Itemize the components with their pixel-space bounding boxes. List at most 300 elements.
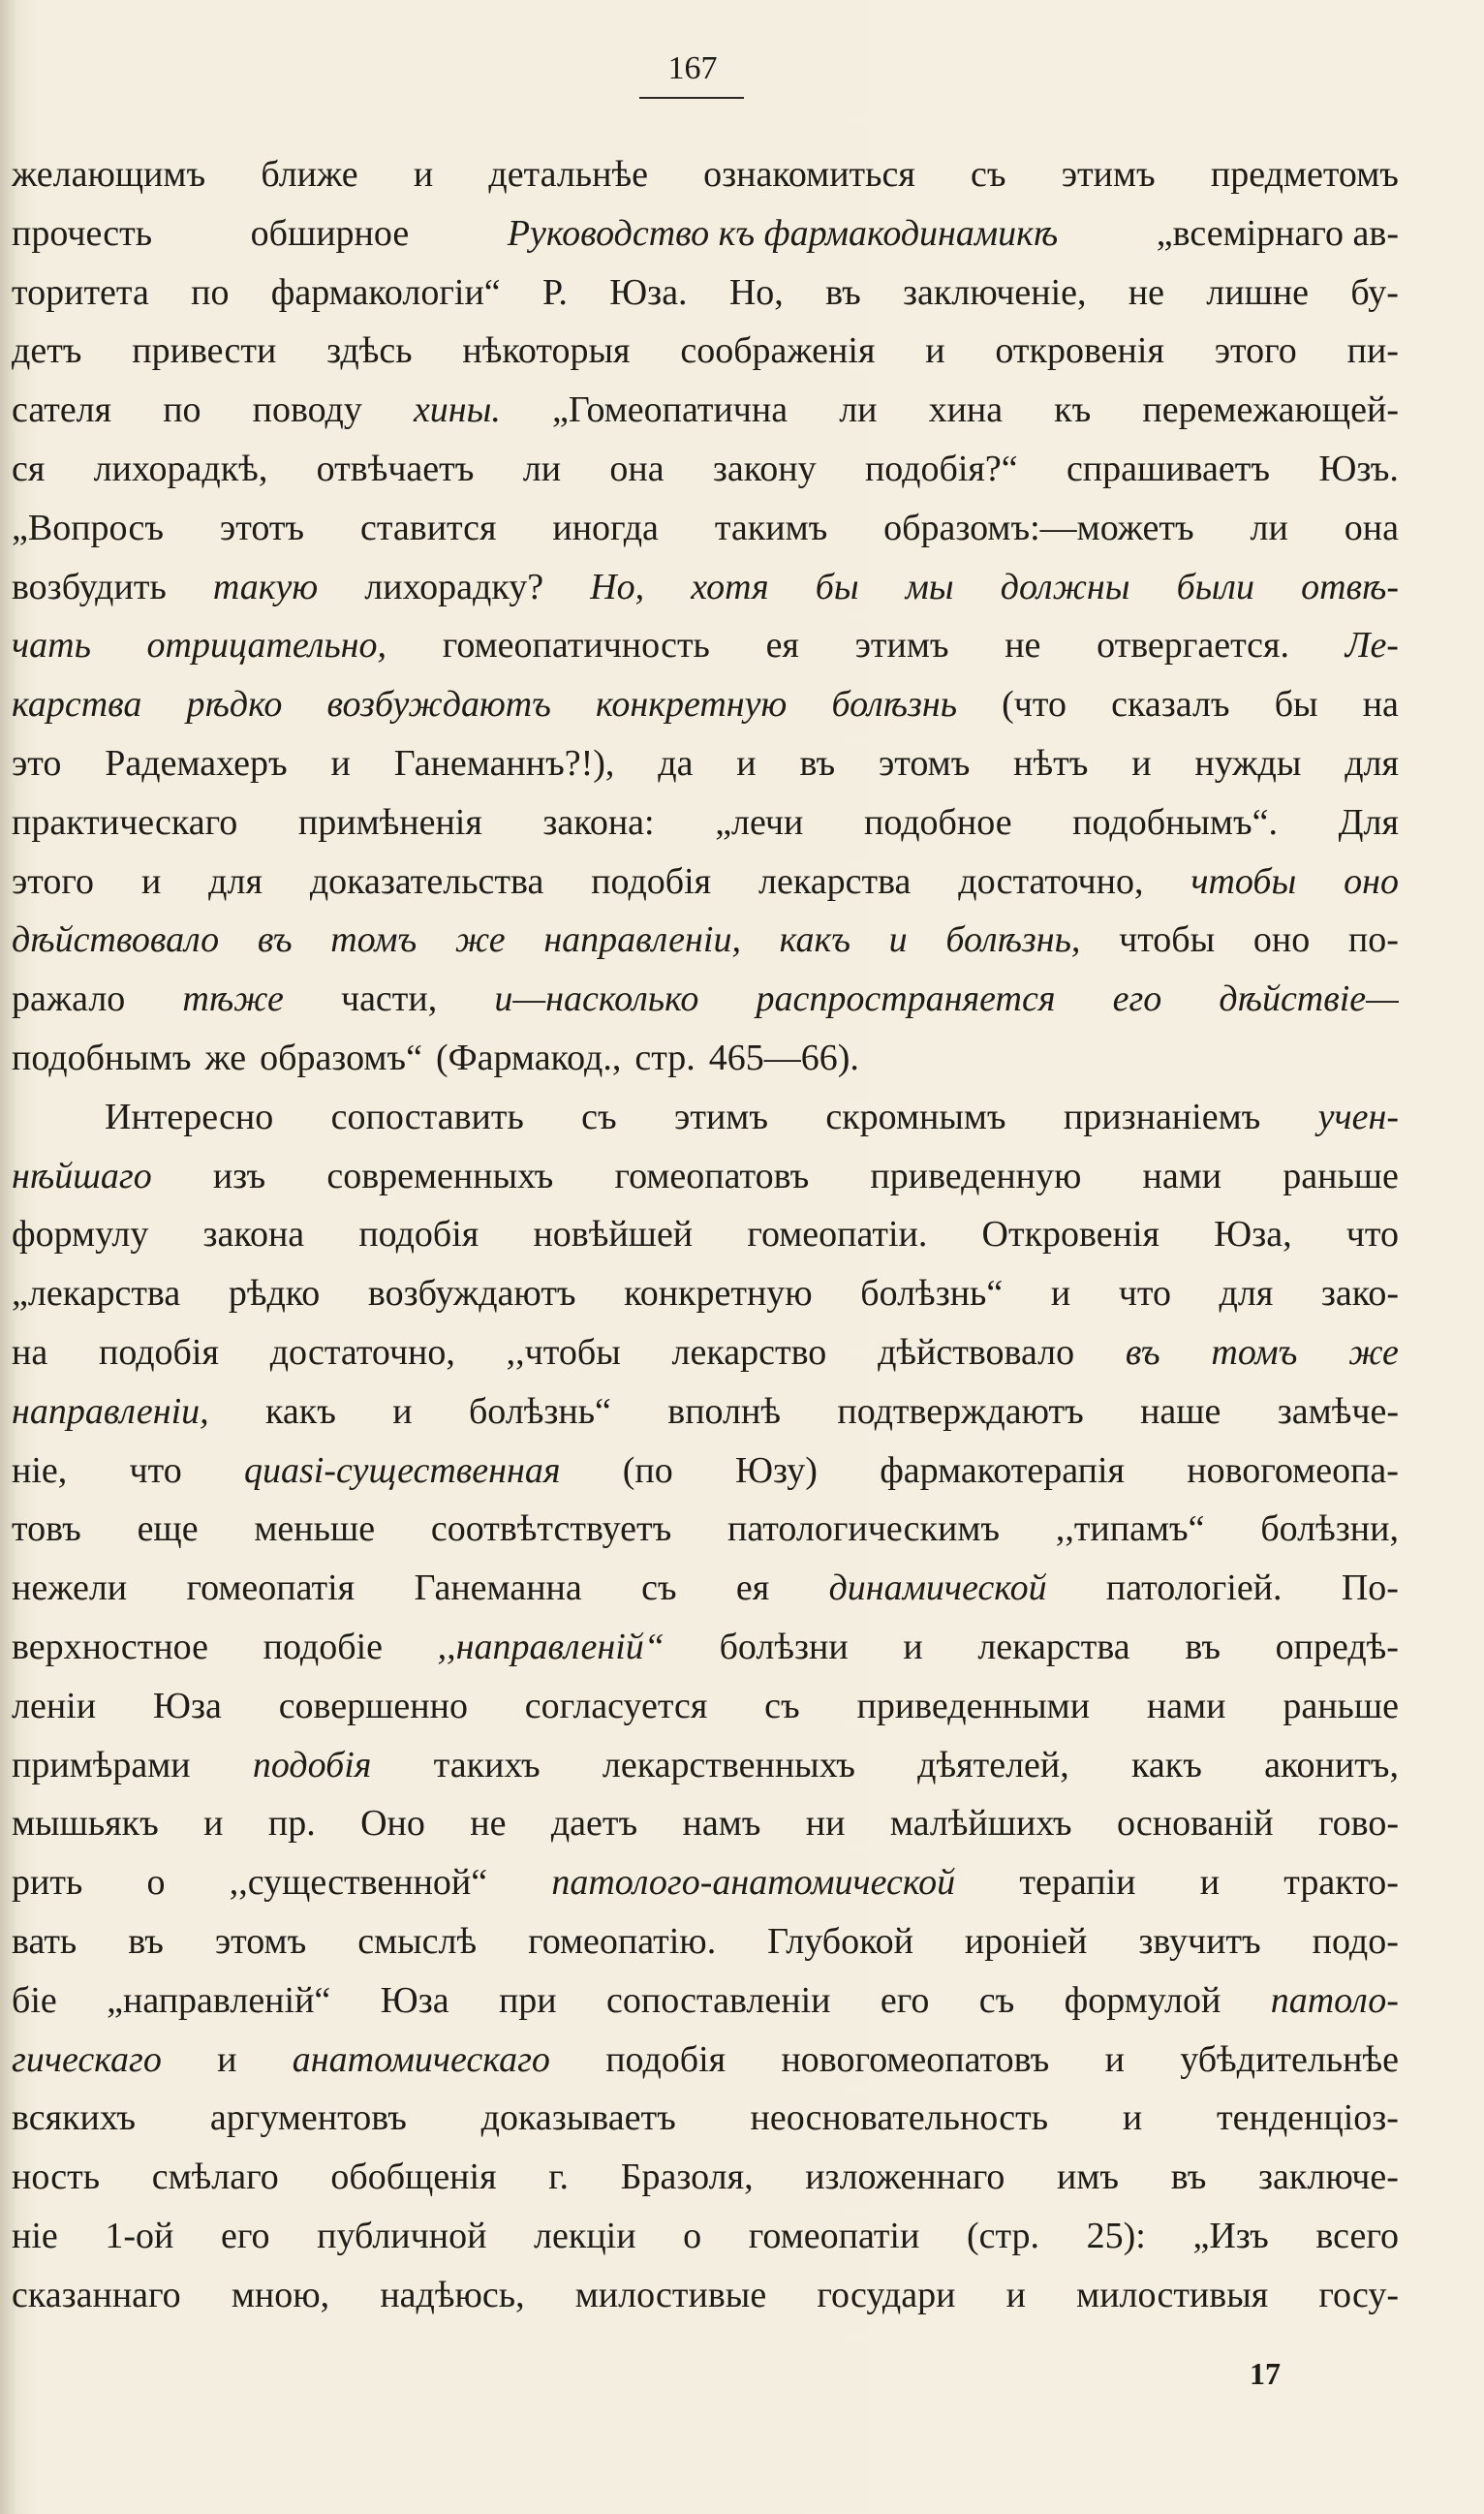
word: Бразоля, — [620, 2157, 754, 2198]
word: и — [392, 1390, 413, 1432]
text-line — [12, 2031, 1399, 2090]
word: имъ — [1057, 2157, 1120, 2198]
word: нежели — [12, 1567, 128, 1609]
word: этимъ — [674, 1096, 768, 1137]
word: этого — [1214, 330, 1297, 372]
text-line — [12, 675, 1399, 734]
text-line — [12, 970, 1399, 1029]
word: нужды — [1194, 742, 1302, 784]
word: г. — [548, 2157, 570, 2198]
word: Юзъ. — [1318, 448, 1399, 489]
word: для — [208, 860, 263, 902]
word: здѣсь — [326, 330, 413, 372]
word: обобщенія — [330, 2157, 497, 2198]
word: желающимъ — [12, 154, 206, 195]
word: основаній — [1116, 1803, 1274, 1845]
word: подо- — [1312, 1920, 1399, 1962]
word: формулу — [12, 1214, 149, 1256]
text-line — [12, 1323, 1399, 1382]
word: болѣзнь, — [945, 919, 1081, 961]
word: и—насколько — [494, 978, 699, 1020]
word: лекарства — [977, 1626, 1130, 1667]
word: отвѣчаетъ — [316, 448, 475, 489]
word: чать — [12, 625, 91, 667]
word: ли — [839, 389, 878, 431]
word: отвѣ- — [1301, 566, 1399, 607]
word: рить — [12, 1862, 83, 1904]
word: возбуждаютъ — [326, 684, 551, 726]
word: смѣлаго — [151, 2157, 279, 2198]
word: его — [880, 1979, 930, 2021]
word: возбудить — [12, 566, 167, 607]
word: подобнымъ“. — [1072, 801, 1278, 843]
word: Но, — [728, 271, 784, 313]
word: закона — [202, 1214, 305, 1256]
word: 465—66). — [708, 1037, 859, 1078]
word: съ — [971, 154, 1006, 195]
word: и — [1122, 2097, 1143, 2139]
word: Глубокой — [767, 1920, 913, 1962]
word: ,,существенной“ — [229, 1862, 488, 1904]
word: (что — [1002, 684, 1067, 726]
word: подобія — [591, 860, 712, 902]
word: еще — [137, 1508, 199, 1550]
word: „Гомеопатична — [551, 389, 788, 431]
word: ли — [522, 448, 562, 489]
word: ироніей — [964, 1920, 1088, 1962]
word: въ — [799, 742, 836, 784]
word: подобія — [605, 2038, 727, 2080]
text-line — [12, 911, 1399, 970]
word: милостивыя — [1076, 2274, 1269, 2315]
word: ея — [735, 1567, 770, 1609]
word: нами — [1146, 1685, 1226, 1726]
word: вполнѣ — [667, 1390, 781, 1432]
text-line — [12, 1088, 1399, 1147]
word: и — [888, 919, 908, 961]
word: хины. — [413, 389, 501, 431]
word: ближе — [261, 154, 358, 195]
word: иногда — [552, 507, 659, 548]
word: направленіи, — [543, 919, 741, 961]
word: гомеопатія — [186, 1567, 356, 1609]
word: доказательства — [309, 860, 544, 902]
word: звучитъ — [1138, 1920, 1261, 1962]
word: соотвѣтствуетъ — [430, 1508, 672, 1550]
text-line — [12, 2207, 1399, 2266]
word: откровенія — [995, 330, 1164, 372]
word: рѣдко — [228, 1273, 321, 1315]
word: ся — [12, 448, 46, 489]
word: подобнымъ — [12, 1037, 192, 1078]
word: какъ — [265, 1390, 336, 1432]
word: Радемахеръ — [105, 742, 288, 784]
word: 25): — [1086, 2215, 1146, 2256]
word: бы — [815, 566, 859, 607]
word: пи- — [1346, 330, 1399, 372]
word: мною, — [231, 2274, 330, 2315]
word: публичной — [317, 2215, 487, 2256]
word: въ — [257, 919, 293, 961]
word: этимъ — [1061, 154, 1156, 195]
word: quasi-существенная — [243, 1449, 561, 1491]
text-line — [12, 853, 1399, 912]
word: ни — [805, 1803, 846, 1845]
word: нѣкоторыя — [462, 330, 631, 372]
word: бы — [1274, 684, 1318, 726]
word: же — [204, 1037, 247, 1078]
word: аконитъ, — [1264, 1744, 1399, 1785]
word: Интересно — [105, 1096, 274, 1137]
word: что — [1345, 1214, 1399, 1256]
word: раньше — [1283, 1685, 1399, 1726]
word: въ — [1185, 1626, 1221, 1667]
text-line — [12, 322, 1399, 381]
word: болѣзнь — [831, 684, 958, 726]
word: распространяется — [756, 978, 1056, 1020]
word: образомъ:—можетъ — [883, 507, 1194, 548]
word: закону — [712, 448, 817, 489]
word: ставится — [359, 507, 497, 548]
word: болѣзнь“ — [860, 1273, 1004, 1315]
text-line — [12, 1853, 1399, 1912]
word: и — [903, 1626, 923, 1667]
word: примѣненія — [297, 801, 482, 843]
word: ли — [1250, 507, 1288, 548]
word: она — [609, 448, 665, 489]
word: Руководство къ фармакодинамикѣ — [507, 212, 1059, 254]
word: замѣче- — [1277, 1390, 1399, 1432]
word: сопоставленіи — [606, 1979, 831, 2021]
word: гическаго — [12, 2038, 162, 2080]
word: анатомическаго — [292, 2038, 550, 2080]
word: новѣйшей — [533, 1214, 694, 1256]
word: карства — [12, 684, 142, 726]
word: фармакотерапія — [880, 1449, 1125, 1491]
word: съ — [764, 1685, 800, 1726]
word: Юза — [152, 1685, 222, 1726]
word: стр. — [634, 1037, 696, 1078]
word: учен- — [1317, 1096, 1399, 1137]
word: ность — [12, 2157, 101, 2198]
word: подобія — [252, 1744, 372, 1785]
text-line — [12, 1500, 1399, 1559]
word: оно — [1344, 860, 1399, 902]
word: привести — [132, 330, 277, 372]
word: лишне — [1206, 271, 1310, 313]
word: гомеопатію. — [528, 1920, 717, 1962]
word: конкретную — [596, 684, 788, 726]
word: Юзу) — [735, 1449, 818, 1491]
text-line — [12, 1264, 1399, 1323]
word: лекарство — [671, 1331, 827, 1373]
word: его — [220, 2215, 270, 2256]
word: такихъ — [433, 1744, 541, 1785]
word: болѣзнь“ — [468, 1390, 611, 1432]
word: сателя — [12, 389, 112, 431]
word: о — [683, 2215, 702, 2256]
word: и — [330, 742, 351, 784]
text-line — [12, 793, 1399, 853]
word: не — [470, 1803, 507, 1845]
word: сказаннаго — [12, 2274, 181, 2315]
word: Ганеманна — [414, 1567, 582, 1609]
word: тракто- — [1283, 1862, 1399, 1904]
word: спрашиваетъ — [1066, 448, 1271, 489]
word: достаточно, — [269, 1331, 455, 1373]
word: сопоставить — [330, 1096, 524, 1137]
word: приведенными — [856, 1685, 1091, 1726]
word: это — [12, 742, 62, 784]
word: всего — [1315, 2215, 1399, 2256]
word: дѣятелей, — [917, 1744, 1069, 1785]
word: новогомеопатовъ — [781, 2038, 1050, 2080]
word: Для — [1338, 801, 1399, 843]
word: на — [12, 1331, 48, 1373]
word: не — [1005, 625, 1041, 667]
word: болѣзни — [719, 1626, 849, 1667]
word: смыслѣ — [357, 1920, 478, 1962]
word: и — [1005, 2274, 1026, 2315]
word: современныхъ — [326, 1155, 554, 1196]
text-line — [12, 616, 1399, 675]
word: дѣйствовало — [878, 1331, 1075, 1373]
word: какъ — [779, 919, 850, 961]
word: лекарственныхъ — [602, 1744, 855, 1785]
word: гомеопатіи. — [747, 1214, 928, 1256]
word: дѣйствіе— — [1219, 978, 1399, 1020]
word: опредѣ- — [1275, 1626, 1399, 1667]
word: изложеннаго — [805, 2157, 1005, 2198]
text-line — [12, 734, 1399, 793]
text-line — [12, 1677, 1399, 1736]
word: подобное — [863, 801, 1012, 843]
text-line — [12, 2266, 1399, 2325]
word: „направленій“ — [107, 1979, 331, 2021]
text-line — [12, 1205, 1399, 1264]
word: съ — [978, 1979, 1015, 2021]
word: и — [1131, 742, 1152, 784]
word: и — [140, 860, 162, 902]
word: убѣдительнѣе — [1180, 2038, 1399, 2080]
page-number: 167 — [667, 50, 718, 86]
word: Юза — [380, 1979, 449, 2021]
header-rule — [639, 97, 744, 99]
word: пр. — [267, 1803, 316, 1845]
word: гомеопатіи — [748, 2215, 920, 2256]
word: и — [1104, 2038, 1125, 2080]
word: чтобы — [1190, 860, 1297, 902]
word: гомеопатовъ — [614, 1155, 810, 1196]
word: чтобы — [1119, 919, 1216, 961]
word: ея — [765, 625, 799, 667]
word: терапіи — [1019, 1862, 1136, 1904]
word: нами — [1142, 1155, 1222, 1196]
word: да — [658, 742, 694, 784]
word: подтверждаютъ — [837, 1390, 1084, 1432]
word: торитета — [12, 271, 149, 313]
word: гомеопатичность — [442, 625, 710, 667]
word: отвергается. — [1097, 625, 1290, 667]
word: при — [498, 1979, 557, 2021]
word: были — [1176, 566, 1254, 607]
word: хина — [928, 389, 1004, 431]
word: подобія — [98, 1331, 219, 1373]
word: всякихъ — [12, 2097, 137, 2139]
word: динамической — [828, 1567, 1047, 1609]
text-line — [12, 1559, 1399, 1618]
text-line — [12, 1382, 1399, 1442]
word: Откровенія — [981, 1214, 1159, 1256]
word: По- — [1341, 1567, 1399, 1609]
word: милостивые — [574, 2274, 767, 2315]
word: она — [1344, 507, 1399, 548]
text-line — [12, 1794, 1399, 1853]
word: тенденціоз- — [1217, 2097, 1399, 2139]
word: лекарства — [758, 860, 912, 902]
word: госу- — [1318, 2274, 1399, 2315]
word: такимъ — [714, 507, 828, 548]
signature-mark: 17 — [1250, 2356, 1281, 2391]
word: даетъ — [550, 1803, 638, 1845]
word: этого — [12, 860, 95, 902]
word: малѣйшихъ — [889, 1803, 1072, 1845]
word: нѣтъ — [1013, 742, 1089, 784]
word: хотя — [691, 566, 769, 607]
word: направленіи, — [12, 1390, 209, 1432]
text-line — [12, 381, 1399, 440]
word: рѣдко — [186, 684, 283, 726]
word: согласуется — [524, 1685, 708, 1726]
word: болѣзни, — [1260, 1508, 1399, 1550]
word: ,,направленій“ — [437, 1626, 665, 1667]
word: на — [1362, 684, 1399, 726]
word: обширное — [250, 212, 410, 254]
word: что — [1118, 1273, 1171, 1315]
word: верхностное — [12, 1626, 209, 1667]
word: поводу — [252, 389, 362, 431]
word: ражало — [12, 978, 126, 1020]
text-line — [12, 499, 1399, 558]
word: образомъ“ — [260, 1037, 422, 1078]
word: Но, — [590, 566, 645, 607]
text-line — [12, 204, 1399, 264]
word: что — [129, 1449, 182, 1491]
text-line — [12, 1618, 1399, 1677]
word: приведенную — [870, 1155, 1082, 1196]
word: изъ — [212, 1155, 266, 1196]
word: соображенія — [680, 330, 876, 372]
word: отрицательно, — [146, 625, 387, 667]
word: мы — [905, 566, 954, 607]
word: и — [1050, 1273, 1071, 1315]
word: совершенно — [278, 1685, 468, 1726]
word: подобія — [358, 1214, 479, 1256]
word: этомъ — [878, 742, 971, 784]
word: вать — [12, 1920, 77, 1962]
word: надѣюсь, — [380, 2274, 525, 2315]
word: сказалъ — [1111, 684, 1230, 726]
body-text — [12, 145, 1399, 2324]
word: неосновательность — [750, 2097, 1049, 2139]
word: намъ — [682, 1803, 761, 1845]
word: (стр. — [966, 2215, 1040, 2256]
text-line — [12, 1029, 1399, 1088]
word: біе — [12, 1979, 57, 2021]
word: скромнымъ — [825, 1096, 1006, 1137]
word: зако- — [1320, 1273, 1399, 1315]
text-line — [12, 1147, 1399, 1206]
word: „лекарства — [12, 1273, 181, 1315]
word: въ — [1125, 1331, 1160, 1373]
word: закона: — [542, 801, 655, 843]
word: какъ — [1131, 1744, 1202, 1785]
word: ознакомиться — [703, 154, 915, 195]
word: и — [217, 2038, 237, 2080]
word: и — [736, 742, 757, 784]
text-line — [12, 2148, 1399, 2207]
word: детальнѣе — [488, 154, 648, 195]
word: съ — [581, 1096, 617, 1137]
word: „всемірнаго ав- — [1156, 212, 1399, 254]
word: подобія?“ — [864, 448, 1018, 489]
text-line — [12, 558, 1399, 617]
word: и — [1199, 1862, 1221, 1904]
word: перемежающей- — [1142, 389, 1399, 431]
word: предметомъ — [1210, 154, 1399, 195]
word: прочесть — [12, 212, 153, 254]
word: подобіе — [263, 1626, 383, 1667]
word: должны — [1000, 566, 1130, 607]
word: для — [1345, 742, 1399, 784]
word: патологическимъ — [727, 1508, 1001, 1550]
word: (по — [622, 1449, 673, 1491]
word: оно — [1252, 919, 1311, 961]
word: детъ — [12, 330, 82, 372]
text-line — [12, 1912, 1399, 1971]
word: же — [1348, 1331, 1399, 1373]
word: этомъ — [214, 1920, 307, 1962]
word: „лечи — [715, 801, 804, 843]
word: Ганеманнъ?!), — [393, 742, 615, 784]
word: этотъ — [219, 507, 305, 548]
word: въ — [825, 271, 861, 313]
word: лекціи — [534, 2215, 636, 2256]
word: въ — [1170, 2157, 1207, 2198]
word: о — [146, 1862, 166, 1904]
text-line — [12, 1736, 1399, 1795]
word: Юза, — [1214, 1214, 1292, 1256]
word: фармакологіи“ — [270, 271, 501, 313]
word: Оно — [360, 1803, 425, 1845]
word: достаточно, — [958, 860, 1144, 902]
word: къ — [1054, 389, 1092, 431]
word: государи — [817, 2274, 956, 2315]
word: (Фармакод., — [435, 1037, 622, 1078]
word: томъ — [330, 919, 417, 961]
word: возбуждаютъ — [367, 1273, 576, 1315]
word: Юза. — [609, 271, 688, 313]
word: 1-ой — [105, 2215, 174, 2256]
word: и — [925, 330, 945, 372]
word: леніи — [12, 1685, 97, 1726]
word: мышьякъ — [12, 1803, 159, 1845]
word: раньше — [1283, 1155, 1399, 1196]
word: лихорадкѣ, — [93, 448, 268, 489]
word: патологіей. — [1105, 1567, 1283, 1609]
word: нѣйшаго — [12, 1155, 152, 1196]
word: аргументовъ — [209, 2097, 407, 2139]
